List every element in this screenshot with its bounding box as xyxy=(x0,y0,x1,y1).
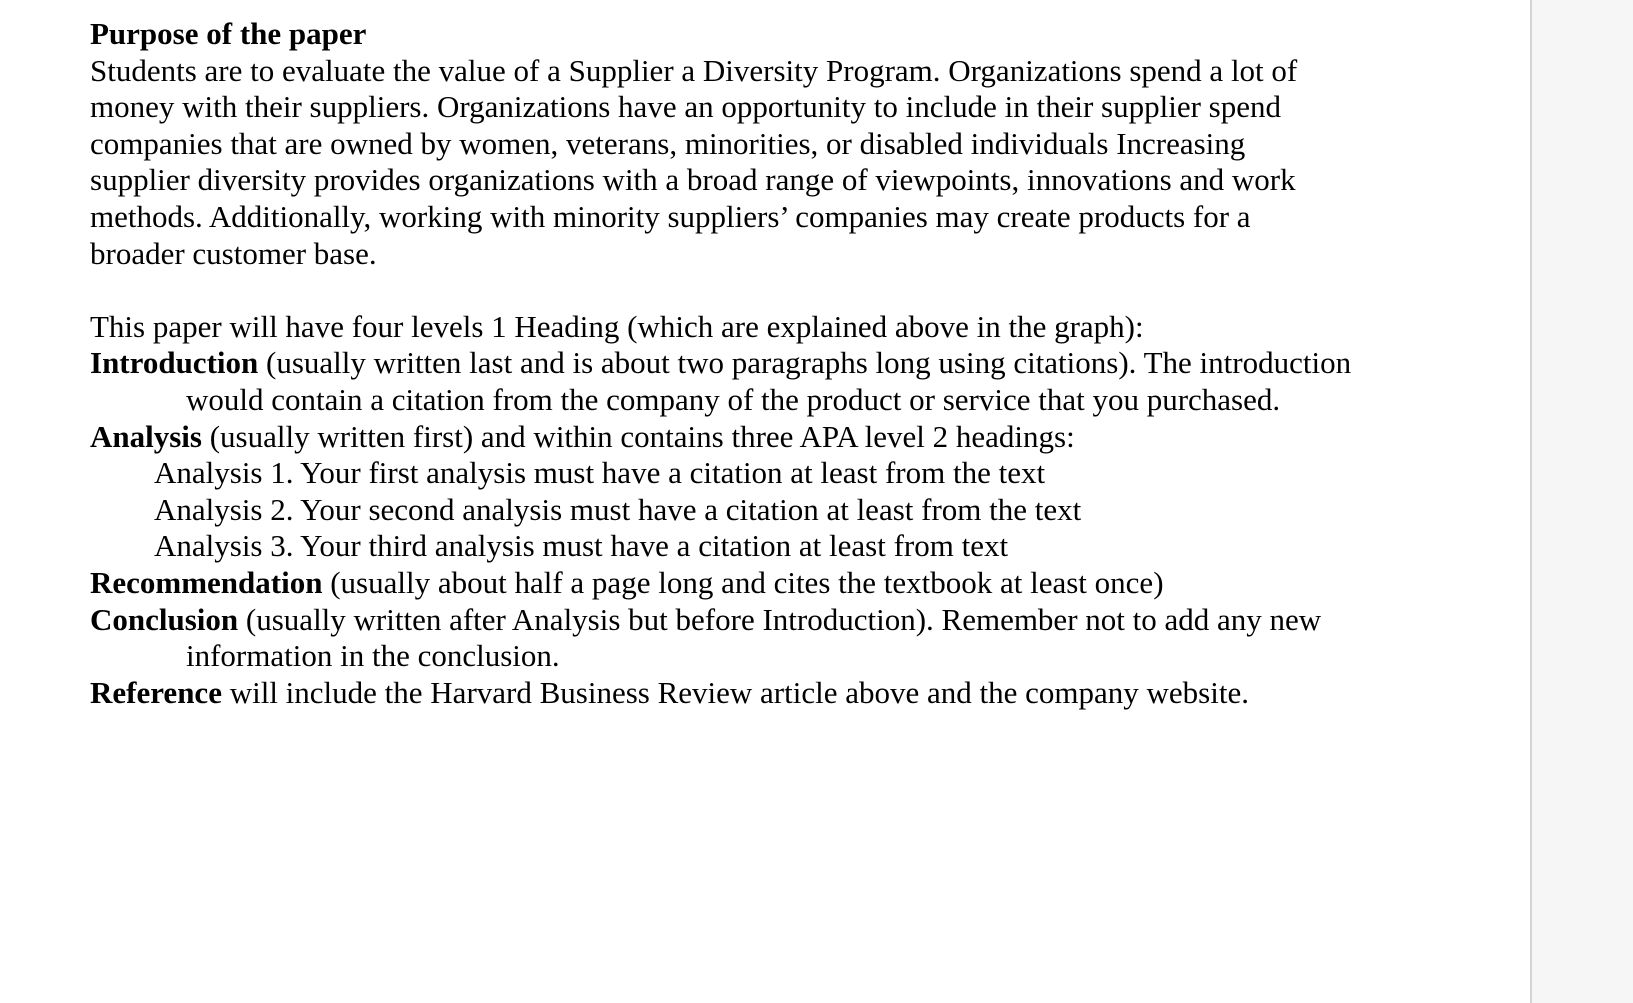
conclusion-text: (usually written after Analysis but before Introduction). Remember not to add any new information in the conclusion. xyxy=(186,601,1322,674)
purpose-heading: Purpose of the paper xyxy=(90,16,367,51)
introduction-entry xyxy=(90,345,1430,418)
purpose-line: companies that are owned by women, veterans, minorities, or disabled individuals Increasing xyxy=(90,125,1246,161)
conclusion-label: Conclusion xyxy=(90,601,239,637)
analysis-label: Analysis xyxy=(90,418,202,454)
analysis-entry xyxy=(90,419,1430,456)
introduction-label: Introduction xyxy=(90,345,259,381)
analysis-item: Analysis 1. Your first analysis must have a citation at least from the text xyxy=(154,455,1046,491)
recommendation-label: Recommendation xyxy=(90,564,323,600)
reference-text: will include the Harvard Business Review article above and the company website. xyxy=(221,674,1249,710)
structure-intro-line: This paper will have four levels 1 Heading (which are explained above in the graph): xyxy=(90,308,1144,344)
blank-line xyxy=(90,272,1430,309)
recommendation-text: (usually about half a page long and cites the textbook at least once) xyxy=(322,564,1164,600)
introduction-text: (usually written last and is about two paragraphs long using citations). The introduction would contain a citation from the company of the product or service that you purchased. xyxy=(186,345,1352,417)
conclusion-entry xyxy=(90,602,1430,675)
recommendation-entry xyxy=(90,565,1430,602)
analysis-item: Analysis 2. Your second analysis must have a citation at least from the text xyxy=(154,491,1082,527)
analysis-item: Analysis 3. Your third analysis must have a citation at least from text xyxy=(154,528,1009,564)
purpose-line: money with their suppliers. Organizations have an opportunity to include in their supplier spend xyxy=(90,89,1281,125)
purpose-line: supplier diversity provides organizations with a broad range of viewpoints, innovations and work xyxy=(90,162,1296,198)
analysis-text: (usually written first) and within contains three APA level 2 headings: xyxy=(201,418,1075,454)
reference-label: Reference xyxy=(90,674,222,710)
purpose-line: Students are to evaluate the value of a Supplier a Diversity Program. Organizations spend a lot of xyxy=(90,52,1298,88)
side-margin-panel xyxy=(1530,0,1633,1003)
document-body xyxy=(90,16,1430,711)
purpose-line: methods. Additionally, working with minority suppliers’ companies may create products for a xyxy=(90,198,1251,234)
purpose-line: broader customer base. xyxy=(90,235,377,271)
reference-entry xyxy=(90,675,1430,712)
